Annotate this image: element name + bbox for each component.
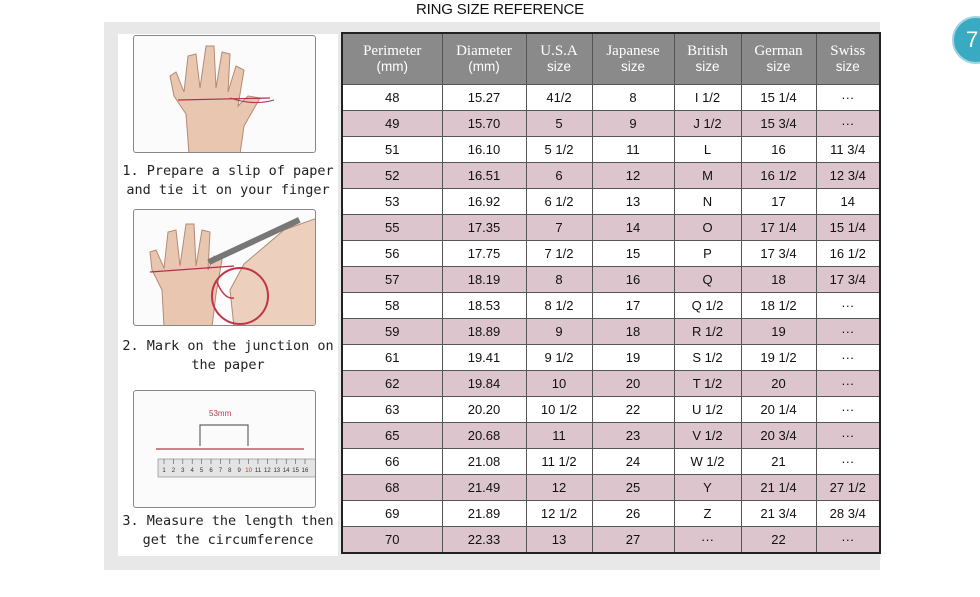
ruler-tick-label: 1 — [162, 468, 166, 474]
step-1-text: 1. Prepare a slip of paper and tie it on your finger — [122, 163, 334, 198]
table-row — [342, 241, 880, 267]
column-header-unit: (mm) — [468, 59, 500, 74]
table-cell: 12 — [592, 163, 674, 189]
table-cell: 16 — [741, 137, 816, 163]
table-row — [342, 137, 880, 163]
step-2-text: 2. Mark on the junction on the paper — [122, 338, 334, 373]
column-header — [342, 33, 442, 85]
table-cell: V 1/2 — [674, 423, 741, 449]
table-cell: 20.68 — [442, 423, 526, 449]
column-header-unit: size — [546, 59, 571, 74]
ruler-tick-label: 13 — [273, 468, 281, 474]
table-cell: I 1/2 — [674, 85, 741, 111]
column-header-label: British — [687, 43, 728, 59]
table-cell: Q 1/2 — [674, 293, 741, 319]
table-cell: M — [674, 163, 741, 189]
table-row — [342, 319, 880, 345]
table-cell: 15 1/4 — [741, 85, 816, 111]
table-cell: 20 — [592, 371, 674, 397]
table-cell: 17 — [592, 293, 674, 319]
table-cell: 7 — [526, 215, 592, 241]
table-cell: N — [674, 189, 741, 215]
table-cell: ··· — [816, 293, 880, 319]
table-cell: 16.51 — [442, 163, 526, 189]
table-cell: 17 1/4 — [741, 215, 816, 241]
table-cell: O — [674, 215, 741, 241]
table-cell: 5 — [526, 111, 592, 137]
table-cell: Z — [674, 501, 741, 527]
ruler-tick-label: 12 — [264, 468, 271, 474]
column-header-label: German — [754, 43, 803, 59]
column-header-unit: size — [695, 59, 720, 74]
table-cell: 11 3/4 — [816, 137, 880, 163]
table-row — [342, 215, 880, 241]
column-header — [816, 33, 880, 85]
table-cell: 26 — [592, 501, 674, 527]
table-cell: 24 — [592, 449, 674, 475]
table-cell: 22 — [592, 397, 674, 423]
table-cell: ··· — [816, 319, 880, 345]
table-cell: 18.53 — [442, 293, 526, 319]
table-cell: 19 — [741, 319, 816, 345]
table-cell: 6 1/2 — [526, 189, 592, 215]
table-cell: 12 1/2 — [526, 501, 592, 527]
table-cell: 28 3/4 — [816, 501, 880, 527]
ruler-tick-label: 6 — [209, 468, 213, 474]
table-cell: 9 — [592, 111, 674, 137]
table-row — [342, 267, 880, 293]
table-cell: Q — [674, 267, 741, 293]
step-2-illustration — [133, 209, 316, 326]
table-cell: ··· — [816, 111, 880, 137]
table-cell: 52 — [342, 163, 442, 189]
table-cell: 63 — [342, 397, 442, 423]
ring-size-table — [341, 32, 881, 554]
table-cell: J 1/2 — [674, 111, 741, 137]
table-cell: 56 — [342, 241, 442, 267]
table-row — [342, 163, 880, 189]
table-cell: 14 — [816, 189, 880, 215]
table-cell: 16 1/2 — [741, 163, 816, 189]
column-header — [592, 33, 674, 85]
column-header-unit: (mm) — [376, 59, 408, 74]
table-cell: 16.10 — [442, 137, 526, 163]
table-cell: 16.92 — [442, 189, 526, 215]
table-cell: 27 1/2 — [816, 475, 880, 501]
table-cell: 57 — [342, 267, 442, 293]
column-header-label: Diameter — [456, 43, 512, 59]
table-cell: 14 — [592, 215, 674, 241]
table-cell: 51 — [342, 137, 442, 163]
table-cell: 15 3/4 — [741, 111, 816, 137]
ruler-tick-label: 15 — [292, 468, 299, 474]
table-row — [342, 85, 880, 111]
table-row — [342, 189, 880, 215]
table-cell: 6 — [526, 163, 592, 189]
table-cell: 68 — [342, 475, 442, 501]
table-row — [342, 449, 880, 475]
table-cell: ··· — [816, 85, 880, 111]
table-row — [342, 345, 880, 371]
ruler-tick-label: 7 — [218, 468, 223, 474]
table-cell: 19.41 — [442, 345, 526, 371]
column-header — [741, 33, 816, 85]
table-cell: 15 — [592, 241, 674, 267]
table-cell: 18 1/2 — [741, 293, 816, 319]
table-cell: U 1/2 — [674, 397, 741, 423]
table-cell: 17 3/4 — [741, 241, 816, 267]
table-cell: 53 — [342, 189, 442, 215]
table-cell: 25 — [592, 475, 674, 501]
table-cell: 22 — [741, 527, 816, 554]
table-cell: 27 — [592, 527, 674, 554]
table-cell: 20 — [741, 371, 816, 397]
table-cell: 55 — [342, 215, 442, 241]
table-cell: 21.89 — [442, 501, 526, 527]
table-cell: ··· — [816, 449, 880, 475]
table-cell: 58 — [342, 293, 442, 319]
table-cell: ··· — [816, 371, 880, 397]
table-cell: 69 — [342, 501, 442, 527]
table-cell: 17 3/4 — [816, 267, 880, 293]
column-header-label: Swiss — [830, 43, 866, 59]
table-cell: 17.35 — [442, 215, 526, 241]
table-cell: ··· — [816, 527, 880, 554]
ruler-tick-label: 16 — [301, 468, 309, 474]
column-header — [674, 33, 741, 85]
marking-paper-icon — [134, 210, 316, 326]
table-cell: P — [674, 241, 741, 267]
ruler-tick-label: 10 — [245, 468, 252, 474]
table-cell: 10 — [526, 371, 592, 397]
table-cell: 13 — [592, 189, 674, 215]
column-header-label: Perimeter — [363, 43, 422, 59]
table-cell: 18.89 — [442, 319, 526, 345]
hand-with-paper-icon — [134, 36, 316, 153]
ruler-tick-label: 4 — [190, 468, 194, 474]
column-header-unit: size — [835, 59, 860, 74]
table-cell: 62 — [342, 371, 442, 397]
column-header-unit: size — [620, 59, 645, 74]
table-cell: ··· — [816, 423, 880, 449]
table-cell: 61 — [342, 345, 442, 371]
table-cell: 8 — [526, 267, 592, 293]
table-row — [342, 423, 880, 449]
table-cell: 17 — [741, 189, 816, 215]
column-header — [442, 33, 526, 85]
table-cell: 65 — [342, 423, 442, 449]
table-cell: 21 — [741, 449, 816, 475]
step-3-illustration — [133, 390, 316, 508]
table-cell: 15 1/4 — [816, 215, 880, 241]
table-cell: 7 1/2 — [526, 241, 592, 267]
table-cell: T 1/2 — [674, 371, 741, 397]
table-cell: 10 1/2 — [526, 397, 592, 423]
table-cell: 5 1/2 — [526, 137, 592, 163]
ruler-label: 53mm — [209, 409, 232, 418]
ruler-tick-label: 2 — [171, 468, 176, 474]
table-row — [342, 293, 880, 319]
table-cell: 13 — [526, 527, 592, 554]
table-row — [342, 527, 880, 554]
table-cell: 17.75 — [442, 241, 526, 267]
corner-badge: 7 — [952, 16, 980, 64]
ruler-tick-label: 9 — [237, 468, 241, 474]
table-header-row — [342, 33, 880, 85]
table-cell: 18 — [592, 319, 674, 345]
table-cell: 41/2 — [526, 85, 592, 111]
table-row — [342, 475, 880, 501]
table-cell: ··· — [816, 345, 880, 371]
column-header — [526, 33, 592, 85]
table-cell: R 1/2 — [674, 319, 741, 345]
table-cell: 11 1/2 — [526, 449, 592, 475]
table-cell: 21.08 — [442, 449, 526, 475]
step-1-illustration — [133, 35, 316, 153]
table-cell: 8 1/2 — [526, 293, 592, 319]
table-cell: 21 3/4 — [741, 501, 816, 527]
column-header-label: U.S.A — [540, 43, 578, 59]
table-cell: 12 — [526, 475, 592, 501]
table-cell: 21.49 — [442, 475, 526, 501]
table-cell: 18.19 — [442, 267, 526, 293]
table-cell: W 1/2 — [674, 449, 741, 475]
table-cell: 8 — [592, 85, 674, 111]
table-cell: 20 3/4 — [741, 423, 816, 449]
table-cell: 21 1/4 — [741, 475, 816, 501]
table-cell: ··· — [816, 397, 880, 423]
table-cell: 16 1/2 — [816, 241, 880, 267]
table-cell: 20.20 — [442, 397, 526, 423]
ruler-tick-label: 14 — [282, 468, 290, 474]
table-cell: 12 3/4 — [816, 163, 880, 189]
page-title: RING SIZE REFERENCE — [416, 1, 584, 18]
table-row — [342, 111, 880, 137]
table-cell: 20 1/4 — [741, 397, 816, 423]
table-cell: S 1/2 — [674, 345, 741, 371]
table-cell: 59 — [342, 319, 442, 345]
ruler-tick-label: 11 — [254, 468, 262, 474]
table-cell: 23 — [592, 423, 674, 449]
table-cell: 16 — [592, 267, 674, 293]
table-cell: 66 — [342, 449, 442, 475]
table-row — [342, 371, 880, 397]
table-cell: ··· — [674, 527, 741, 554]
table-cell: 22.33 — [442, 527, 526, 554]
table-cell: 18 — [741, 267, 816, 293]
table-cell: 70 — [342, 527, 442, 554]
column-header-unit: size — [766, 59, 791, 74]
table-row — [342, 397, 880, 423]
table-cell: 19 1/2 — [741, 345, 816, 371]
table-cell: 48 — [342, 85, 442, 111]
table-cell: 19.84 — [442, 371, 526, 397]
ruler-tick-label: 3 — [181, 468, 185, 474]
table-cell: 11 — [526, 423, 592, 449]
table-cell: 19 — [592, 345, 674, 371]
table-cell: L — [674, 137, 741, 163]
ruler-tick-label: 5 — [199, 468, 204, 474]
table-row — [342, 501, 880, 527]
table-cell: 11 — [592, 137, 674, 163]
column-header-label: Japanese — [606, 43, 660, 59]
ruler-tick-label: 8 — [228, 468, 232, 474]
table-cell: 15.27 — [442, 85, 526, 111]
table-cell: 15.70 — [442, 111, 526, 137]
table-cell: 9 — [526, 319, 592, 345]
table-cell: 49 — [342, 111, 442, 137]
step-3-text: 3. Measure the length then get the circumference — [122, 513, 334, 548]
table-cell: Y — [674, 475, 741, 501]
table-cell: 9 1/2 — [526, 345, 592, 371]
